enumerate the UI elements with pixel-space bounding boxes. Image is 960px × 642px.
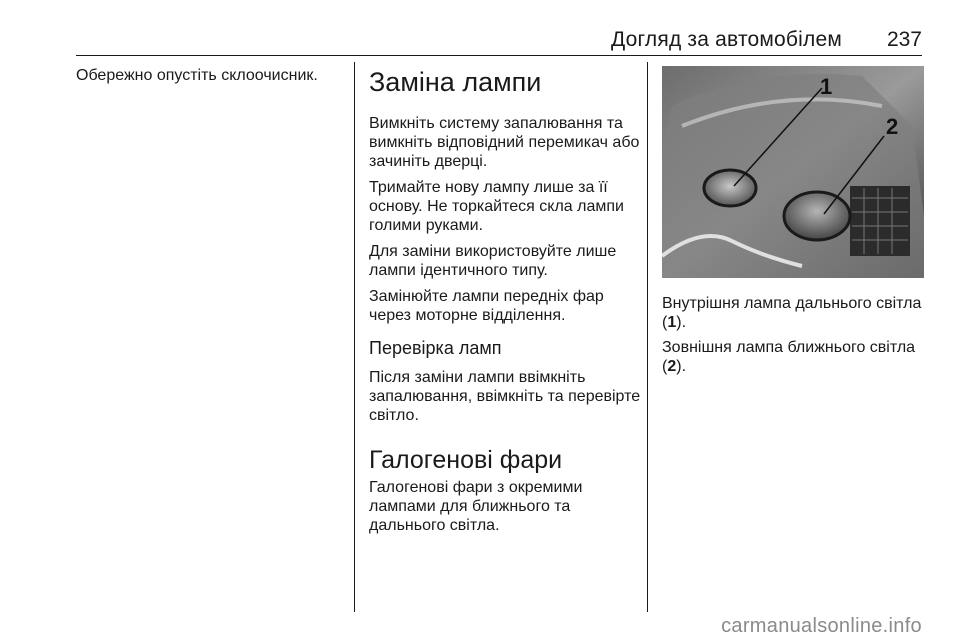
column-1 [76, 66, 348, 92]
inner-bulb-cap [704, 170, 756, 206]
section-heading-bulb-replacement: Заміна лампи [369, 67, 542, 97]
column-divider-1 [354, 62, 355, 612]
label-2: 2 [886, 114, 899, 139]
caption-1: Внутрішня лампа дальнього світла (1). [662, 295, 922, 331]
section-heading-halogen: Галогенові фари [369, 446, 563, 474]
check-text: Після заміни лампи ввімкніть запалювання, ввімкніть та перевірте світло. [369, 369, 641, 424]
connector-block [850, 186, 910, 256]
page-number: 237 [886, 28, 922, 51]
subheading-bulb-check: Перевірка ламп [369, 338, 502, 358]
paragraph-2: Тримайте нову лампу лише за її основу. Не торкайтеся скла лампи голими руками. [369, 179, 624, 234]
caption-2: Зовнішня лампа ближнього світла (2). [662, 339, 916, 375]
header-rule [76, 55, 922, 56]
paragraph-4: Замінюйте лампи передніх фар через моторне відділення. [369, 288, 604, 324]
figure-captions [662, 294, 932, 382]
paragraph-1: Вимкніть систему запалювання та вимкніть відповідний перемикач або зачиніть дверці. [369, 115, 640, 170]
wiper-text: Обережно опустіть склоочисник. [76, 67, 318, 84]
page-header-title: Догляд за автомобілем [610, 28, 842, 51]
headlamp-photo [662, 66, 924, 278]
halogen-text: Галогенові фари з окремими лампами для ближнього та дальнього світла. [369, 479, 583, 534]
outer-bulb-cap [784, 192, 850, 240]
column-2 [369, 66, 641, 542]
label-1: 1 [820, 74, 833, 99]
headlamp-illustration [662, 66, 924, 278]
watermark: carmanualsonline.info [721, 615, 922, 637]
paragraph-3: Для заміни використовуйте лише лампи ідентичного типу. [369, 243, 617, 279]
column-divider-2 [647, 62, 648, 612]
